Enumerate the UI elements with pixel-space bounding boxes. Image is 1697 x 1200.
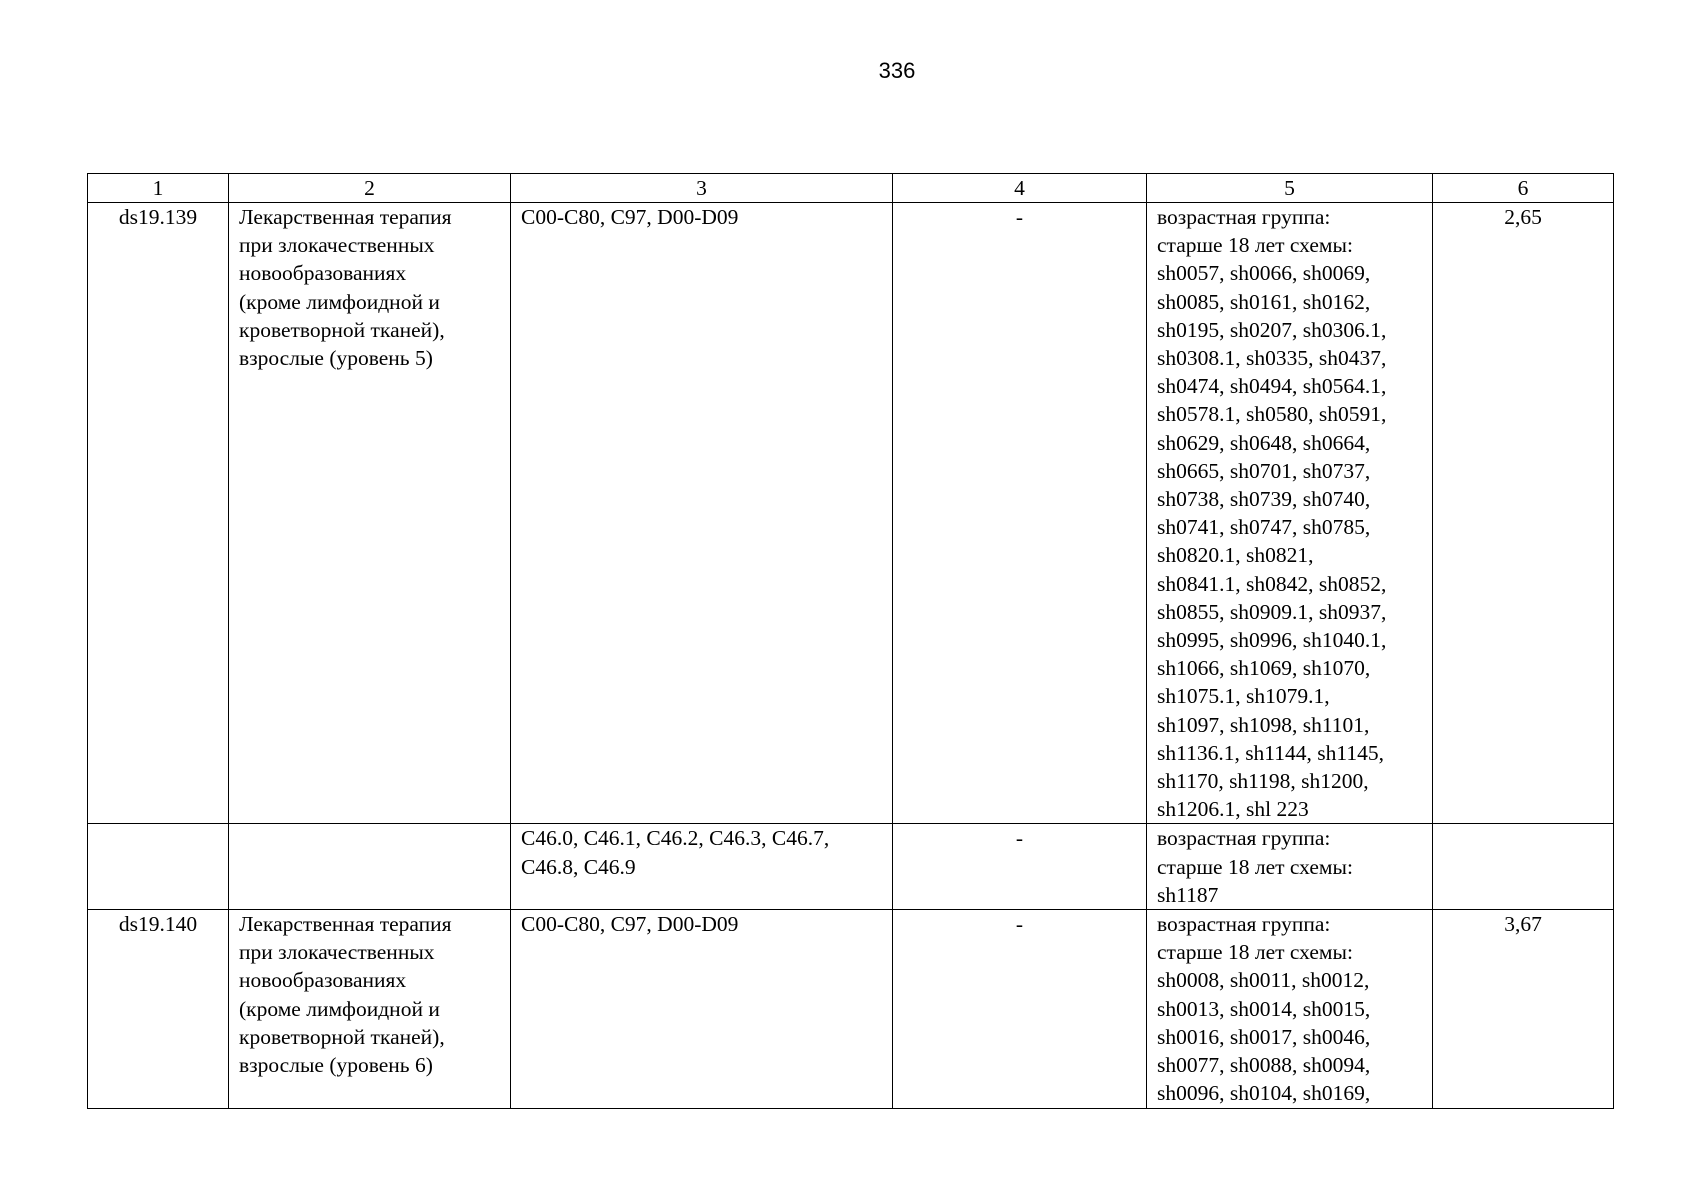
diagnoses-line: C46.8, C46.9 — [521, 854, 636, 879]
name-cell — [229, 203, 511, 824]
name-line: Лекарственная терапия — [239, 205, 452, 229]
table-row — [88, 203, 1614, 824]
criteria-line: возрастная группа: — [1157, 205, 1331, 229]
criteria-line: sh0195, sh0207, sh0306.1, — [1157, 317, 1387, 342]
col4-cell: - — [893, 824, 1147, 910]
criteria-line: sh0008, sh0011, sh0012, — [1157, 968, 1370, 993]
criteria-line: sh0057, sh0066, sh0069, — [1157, 261, 1371, 286]
table-row — [88, 910, 1614, 1109]
col4-cell: - — [893, 203, 1147, 824]
name-line: взрослые (уровень 6) — [239, 1053, 433, 1078]
criteria-line: sh0995, sh0996, sh1040.1, — [1157, 628, 1387, 653]
name-cell — [229, 910, 511, 1109]
code-cell — [88, 824, 229, 910]
criteria-line: sh0629, sh0648, sh0664, — [1157, 430, 1371, 455]
coefficient-cell: 3,67 — [1433, 910, 1614, 1109]
code-cell: ds19.140 — [88, 910, 229, 1109]
criteria-line: старше 18 лет схемы: — [1157, 940, 1353, 965]
table-row — [88, 824, 1614, 910]
diagnoses-line: C00-C80, C97, D00-D09 — [521, 912, 739, 937]
name-line: новообразованиях — [239, 261, 407, 286]
criteria-line: sh0096, sh0104, sh0169, — [1157, 1081, 1371, 1106]
criteria-line: sh1097, sh1098, sh1101, — [1157, 712, 1370, 737]
criteria-line: sh1170, sh1198, sh1200, — [1157, 769, 1369, 794]
criteria-cell — [1147, 203, 1433, 824]
name-line: при злокачественных — [239, 233, 435, 258]
coefficient-cell — [1433, 824, 1614, 910]
criteria-line: sh0077, sh0088, sh0094, — [1157, 1053, 1371, 1078]
criteria-line: sh0016, sh0017, sh0046, — [1157, 1024, 1371, 1049]
name-line: (кроме лимфоидной и — [239, 996, 440, 1021]
criteria-line: sh0013, sh0014, sh0015, — [1157, 996, 1371, 1021]
diagnoses-line: C00-C80, C97, D00-D09 — [521, 205, 739, 229]
criteria-line: sh0085, sh0161, sh0162, — [1157, 289, 1371, 314]
criteria-line: sh0665, sh0701, sh0737, — [1157, 458, 1371, 483]
name-line: кроветворной тканей), — [239, 317, 445, 342]
diagnoses-cell — [511, 203, 893, 824]
criteria-line: старше 18 лет схемы: — [1157, 854, 1353, 879]
criteria-cell — [1147, 824, 1433, 910]
name-line: (кроме лимфоидной и — [239, 289, 440, 314]
diagnoses-cell — [511, 910, 893, 1109]
criteria-line: sh0841.1, sh0842, sh0852, — [1157, 571, 1387, 596]
coefficient-cell: 2,65 — [1433, 203, 1614, 824]
criteria-line: sh0738, sh0739, sh0740, — [1157, 487, 1371, 512]
criteria-line: sh0820.1, sh0821, — [1157, 543, 1314, 568]
criteria-line: sh0578.1, sh0580, sh0591, — [1157, 402, 1387, 427]
header-cell-3: 3 — [511, 174, 893, 203]
name-cell — [229, 824, 511, 910]
criteria-line: возрастная группа: — [1157, 826, 1331, 851]
criteria-line: старше 18 лет схемы: — [1157, 233, 1353, 258]
criteria-line: возрастная группа: — [1157, 912, 1331, 937]
name-line: взрослые (уровень 5) — [239, 346, 433, 371]
page-number: 336 — [878, 58, 916, 83]
criteria-line: sh0741, sh0747, sh0785, — [1157, 515, 1371, 540]
criteria-line: sh1187 — [1157, 882, 1219, 907]
header-cell-5: 5 — [1147, 174, 1433, 203]
criteria-line: sh0474, sh0494, sh0564.1, — [1157, 374, 1387, 399]
col4-cell: - — [893, 910, 1147, 1109]
header-cell-4: 4 — [893, 174, 1147, 203]
tariff-table — [87, 173, 1614, 1109]
table-header-row — [88, 174, 1614, 203]
criteria-line: sh1136.1, sh1144, sh1145, — [1157, 740, 1384, 765]
name-line: при злокачественных — [239, 940, 435, 965]
code-cell: ds19.139 — [88, 203, 229, 824]
header-cell-6: 6 — [1433, 174, 1614, 203]
criteria-line: sh0308.1, sh0335, sh0437, — [1157, 346, 1387, 371]
criteria-line: sh1206.1, shl 223 — [1157, 797, 1309, 822]
criteria-line: sh0855, sh0909.1, sh0937, — [1157, 599, 1387, 624]
name-line: Лекарственная терапия — [239, 912, 452, 937]
criteria-line: sh1075.1, sh1079.1, — [1157, 684, 1330, 709]
header-cell-1: 1 — [88, 174, 229, 203]
criteria-line: sh1066, sh1069, sh1070, — [1157, 656, 1371, 681]
name-line: новообразованиях — [239, 968, 407, 993]
diagnoses-line: C46.0, C46.1, C46.2, C46.3, C46.7, — [521, 826, 830, 851]
header-cell-2: 2 — [229, 174, 511, 203]
criteria-cell — [1147, 910, 1433, 1109]
diagnoses-cell — [511, 824, 893, 910]
name-line: кроветворной тканей), — [239, 1024, 445, 1049]
